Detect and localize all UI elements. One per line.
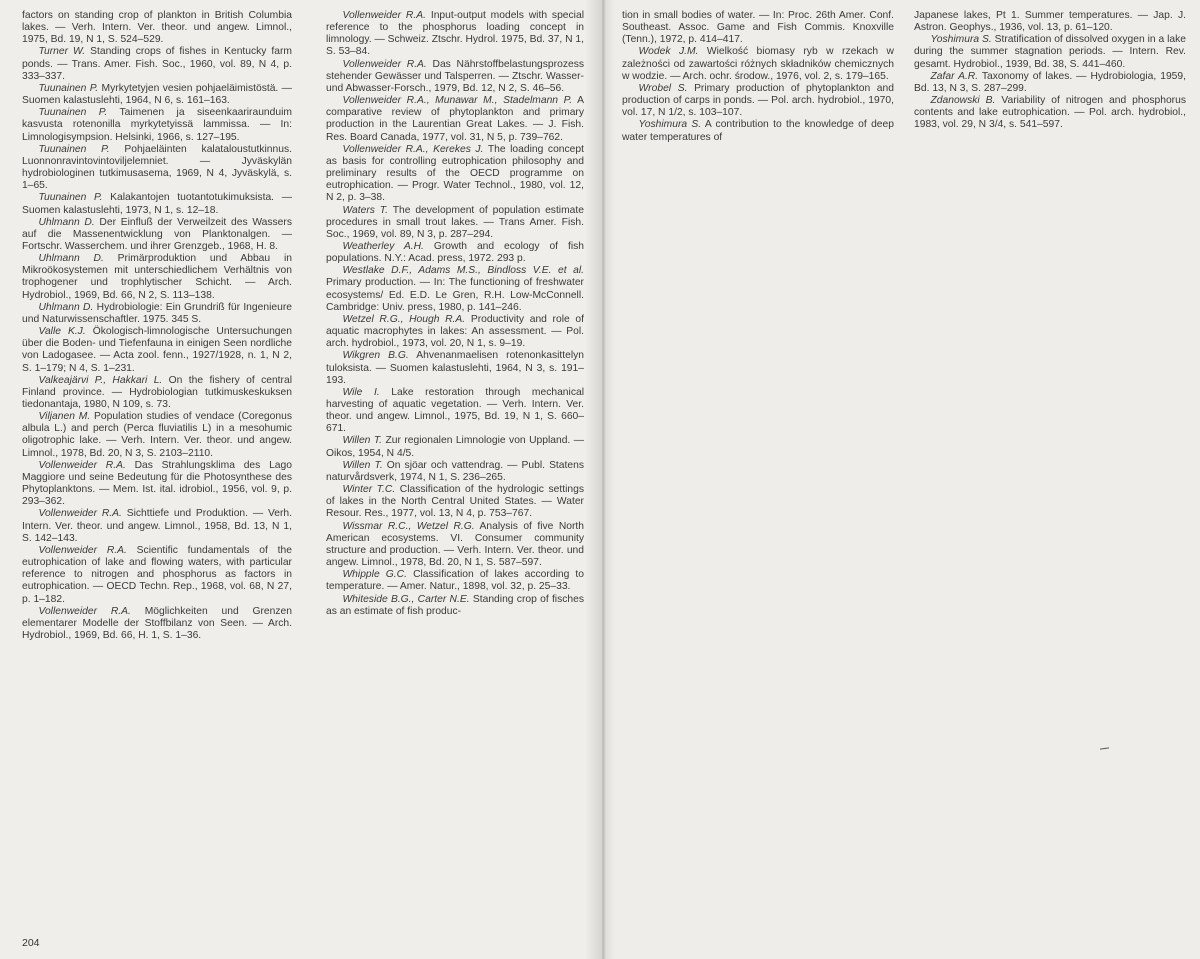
reference-text: Sichttiefe und Produktion. — Verh. Intern. Ver. theor. und angew. Limnol., 1958, Bd. 13, N 1, S. 142–143. [22, 508, 292, 544]
reference-author: Vollenweider R.A. [38, 459, 126, 471]
reference-text: Ökologisch-limnologische Untersuchungen über die Boden- und Tiefenfauna in einigen Seen nordliche von Ladogasee. — Acta zool. fenn., 1927/1928, n. 1, N 2, S. 1–179; N 4, S. 1–231. [22, 326, 292, 374]
reference-entry [622, 10, 894, 46]
reference-text: Classification of the hydrologic settings of lakes in the North Central United States. — Water Resour. Res., 1977, vol. 13, N 4, p. 753–767. [326, 484, 584, 520]
reference-entry [622, 83, 894, 119]
reference-author: Uhlmann D. [38, 301, 94, 313]
reference-entry [326, 95, 584, 144]
reference-author: Valle K.J. [38, 326, 86, 338]
reference-author: Vollenweider R.A. [342, 58, 427, 70]
reference-entry [326, 241, 584, 265]
reference-entry [22, 46, 292, 82]
reference-author: Vollenweider R.A. [38, 605, 131, 617]
reference-entry [326, 484, 584, 520]
book-gutter [585, 0, 615, 959]
reference-text: Input-output models with special reference to the phosphorus loading concept in limnology. — Schweiz. Ztschr. Hydrol. 1975, Bd. 37, N 1, S. 53–84. [326, 10, 584, 58]
reference-entry [22, 144, 292, 193]
reference-entry [22, 192, 292, 216]
reference-entry [914, 95, 1186, 131]
reference-author: Wissmar R.C., Wetzel R.G. [342, 520, 475, 532]
reference-text: Taxonomy of lakes. — Hydrobiologia, 1959, Bd. 13, N 3, S. 287–299. [914, 70, 1186, 94]
reference-author: Willen T. [342, 459, 383, 471]
reference-author: Vollenweider R.A., Munawar M., Stadelmann P. [342, 95, 573, 107]
reference-text: Taimenen ja siseenkaariraunduim kasvusta rotenonilla myrkytetyissä lammissa. — In: Limnologisympsion. Helsinki, 1966, s. 127–195. [22, 107, 292, 143]
reference-author: Tuunainen P. [38, 192, 103, 204]
reference-text: Japanese lakes, Pt 1. Summer temperatures. — Jap. J. Astron. Geophys., 1936, vol. 13, p. 61–120. [914, 10, 1186, 34]
reference-text: Das Strahlungsklima des Lago Maggiore und seine Bedeutung für die Photosynthese des Phytoplanktons. — Mem. Ist. ital. idrobiol., 1956, vol. 9, p. 293–362. [22, 459, 292, 508]
reference-author: Wetzel R.G., Hough R.A. [342, 313, 466, 325]
reference-text: Classification of lakes according to temperature. — Amer. Natur., 1898, vol. 32, p. 25–33. [326, 569, 584, 593]
reference-entry [326, 10, 584, 59]
reference-author: Winter T.C. [342, 484, 396, 496]
reference-entry [914, 34, 1186, 70]
reference-text: Scientific fundamentals of the eutrophication of lake and flowing waters, with particular reference to nitrogen and phosphorus as factors in eutrophication. — OECD Techn. Rep., 1968, vol. 68, N 27, p. 1–182. [22, 544, 292, 605]
reference-text: Primary production of phytoplankton and production of carps in ponds. — Pol. arch. hydrobiol., 1970, vol. 17, N 1/2, s. 103–107. [622, 82, 894, 119]
right-page [603, 0, 1200, 959]
reference-text: On sjöar och vattendrag. — Publ. Statens naturvårdsverk, 1974, N 1, S. 236–265. [326, 459, 584, 483]
reference-author: Yoshimura S. [638, 119, 702, 131]
bibliography-column-2 [326, 10, 584, 618]
reference-text: Standing crops of fishes in Kentucky farm ponds. — Trans. Amer. Fish. Soc., 1960, vol. 89, N 4, p. 333–337. [22, 46, 292, 82]
reference-entry [22, 375, 292, 411]
reference-entry [22, 217, 292, 253]
reference-text: Primary production. — In: The functioning of freshwater ecosystems/ Ed. E.D. Le Gren, R.H. Low-McConnell. Cambridge: Univ. press, 1980, p. 141–246. [326, 277, 584, 313]
reference-author: Wikgren B.G. [342, 350, 409, 362]
reference-entry [22, 606, 292, 642]
bibliography-column-4 [914, 10, 1186, 132]
reference-text: tion in small bodies of water. — In: Proc. 26th Amer. Conf. Southeast. Assoc. Game and Fish Commis. Knoxville (Tenn.), 1972, p. 414–417. [622, 10, 894, 46]
reference-entry [326, 569, 584, 593]
reference-entry [326, 205, 584, 241]
reference-entry [326, 314, 584, 350]
reference-entry [326, 59, 584, 95]
reference-author: Vollenweider R.A., Kerekes J. [342, 143, 484, 155]
reference-text: Stratification of dissolved oxygen in a lake during the summer stagnation periods. — Intern. Rev. gesamt. Hydrobiol., 1939, Bd. 38, S. 441–460. [914, 34, 1186, 70]
reference-entry [22, 460, 292, 509]
reference-author: Uhlmann D. [38, 253, 104, 265]
reference-text: The development of population estimate procedures in small trout lakes. — Trans Amer. Fish. Soc., 1969, vol. 89, N 3, p. 287–294. [326, 204, 584, 240]
reference-text: Möglichkeiten und Grenzen elementarer Modelle der Stoffbilanz von Seen. — Arch. Hydrobiol., 1969, Bd. 66, H. 1, S. 1–36. [22, 605, 292, 641]
page-number: 204 [22, 937, 40, 949]
reference-text: Standing crop of fisches as an estimate of fish produc- [326, 593, 584, 617]
reference-text: Hydrobiologie: Ein Grundriß für Ingenieure und Naturwissenschaftler. 1975. 345 S. [22, 301, 292, 325]
reference-author: Yoshimura S. [930, 34, 992, 46]
reference-text: A contribution to the knowledge of deep water temperatures of [622, 119, 894, 143]
reference-text: The loading concept as basis for controlling eutrophication philosophy and preliminary results of the OECD programme on eutrophication. — Progr. Water Technol., 1980, vol. 12, N 2, p. 3–38. [326, 143, 584, 204]
reference-entry [914, 71, 1186, 95]
reference-entry [622, 119, 894, 143]
reference-entry [22, 508, 292, 544]
reference-author: Whipple G.C. [342, 569, 407, 581]
reference-author: Tuunainen P. [38, 143, 110, 155]
reference-author: Whiteside B.G., Carter N.E. [342, 593, 470, 605]
reference-author: Uhlmann D. [38, 216, 95, 228]
reference-author: Willen T. [342, 435, 383, 447]
reference-text: Der Einfluß der Verweilzeit des Wassers auf die Massenentwicklung von Planktonalgen. — Fortschr. Wasserchem. und ihrer Grenzgeb., 1968, H. 8. [22, 216, 292, 252]
reference-text: Productivity and role of aquatic macrophytes in lakes: An assessment. — Pol. arch. hydrobiol., 1973, vol. 20, N 1, s. 9–19. [326, 313, 584, 350]
bibliography-column-1 [22, 10, 292, 642]
reference-text: Kalakantojen tuotantotukimuksista. — Suomen kalastuslehti, 1973, N 1, s. 12–18. [22, 192, 292, 216]
reference-entry [326, 435, 584, 459]
reference-author: Viljanen M. [38, 411, 91, 423]
reference-author: Tuunainen P. [38, 107, 108, 119]
reference-text: Primärproduktion und Abbau in Mikroökosystemen mit unterschiedlichem Verhältnis von trophogener und trophlytischer Schicht. — Arch. Hydrobiol., 1969, Bd. 66, N 2, S. 113–138. [22, 253, 292, 301]
reference-entry [22, 83, 292, 107]
reference-author: Weatherley A.H. [342, 240, 424, 252]
reference-entry [22, 253, 292, 302]
reference-entry [326, 521, 584, 570]
bibliography-column-3 [622, 10, 894, 144]
reference-entry [622, 46, 894, 82]
reference-entry [22, 107, 292, 143]
reference-text: Das Nährstoffbelastungsprozess stehender Gewässer und Talsperren. — Ztschr. Wasser- und Abwasser-Forsch., 1979, Bd. 12, N 2, S. 46–56. [326, 58, 584, 94]
reference-author: Valkeajärvi P., Hakkari L. [38, 374, 163, 386]
reference-author: Tuunainen P. [38, 82, 99, 94]
reference-entry [326, 350, 584, 386]
reference-text: Zur regionalen Limnologie von Uppland. — Oikos, 1954, N 4/5. [326, 435, 584, 459]
reference-entry [326, 387, 584, 436]
reference-author: Vollenweider R.A. [342, 10, 426, 21]
reference-entry [326, 460, 584, 484]
reference-text: Lake restoration through mechanical harvesting of aquatic vegetation. — Verh. Intern. Ver. theor. und angew. Limnol., 1975, Bd. 19, N 1, S. 660–671. [326, 386, 584, 435]
reference-author: Waters T. [342, 204, 388, 216]
reference-author: Zdanowski B. [930, 95, 996, 107]
reference-author: Vollenweider R.A. [38, 544, 127, 556]
reference-entry [22, 10, 292, 46]
reference-entry [326, 144, 584, 205]
reference-text: factors on standing crop of plankton in British Columbia lakes. — Verh. Intern. Ver. theor. und angew. Limnol., 1975, Bd. 19, N 1, S. 524–529. [22, 10, 292, 46]
reference-text: Population studies of vendace (Coregonus albula L.) and perch (Perca fluviatilis L) in a mesohumic oligotrophic lake. — Verh. Intern. Ver. theor. und angew. Limnol., 1978, Bd. 20, N 3, S. 2103–2110. [22, 411, 292, 459]
reference-entry [22, 545, 292, 606]
reference-text: Ahvenanmaelisen rotenonkasittelyn tuloksista. — Suomen kalastuslehti, 1964, N 3, s. 191–193. [326, 350, 584, 386]
reference-entry [22, 326, 292, 375]
reference-text: On the fishery of central Finland province. — Hydrobiologian tutkimuskeskuksen tiedonantaja, 1980, N 109, s. 73. [22, 374, 292, 410]
reference-author: Vollenweider R.A. [38, 508, 122, 520]
reference-author: Wodek J.M. [638, 46, 699, 58]
reference-text: Pohjaeläinten kalataloustutkinnus. Luonnonravintovintoviljelemniet. — Jyväskylän hydrobiologinen tutkimusasema, 1969, N 4, Jyväskylä, s. 1–65. [22, 143, 292, 192]
reference-author: Wrobel S. [638, 82, 688, 94]
reference-entry [326, 265, 584, 314]
reference-text: Growth and ecology of fish populations. N.Y.: Acad. press, 1972. 293 p. [326, 240, 584, 265]
reference-text: Variability of nitrogen and phosphorus contents and lake eutrophication. — Pol. arch. hydrobiol., 1983, vol. 29, N 3/4, s. 541–597. [914, 95, 1186, 131]
reference-entry [22, 302, 292, 326]
reference-text: A comparative review of phytoplankton and primary production in the Laurentian Great Lakes. — J. Fish. Res. Board Canada, 1977, vol. 31, N 5, p. 739–762. [326, 95, 584, 143]
reference-author: Turner W. [38, 46, 86, 58]
reference-text: Myrkytetyjen vesien pohjaeläimistöstä. — Suomen kalastuslehti, 1964, N 6, s. 161–163. [22, 82, 292, 107]
reference-entry [914, 10, 1186, 34]
reference-author: Wile I. [342, 386, 380, 398]
reference-author: Westlake D.F., Adams M.S., Bindloss V.E. et al. [342, 265, 584, 277]
reference-text: Analysis of five North American ecosystems. VI. Consumer community structure and production. — Verh. Intern. Ver. theor. und angew. Limnol., 1978, Bd. 20, N 1, S. 587–597. [326, 520, 585, 569]
reference-entry [22, 411, 292, 460]
reference-author: Zafar A.R. [930, 70, 979, 82]
reference-entry [326, 594, 584, 618]
reference-text: Wielkość biomasy ryb w rzekach w zależności od zawartości różnych składników chemicznych w wodzie. — Arch. ochr. środow., 1976, vol. 2, s. 179–165. [622, 46, 894, 82]
